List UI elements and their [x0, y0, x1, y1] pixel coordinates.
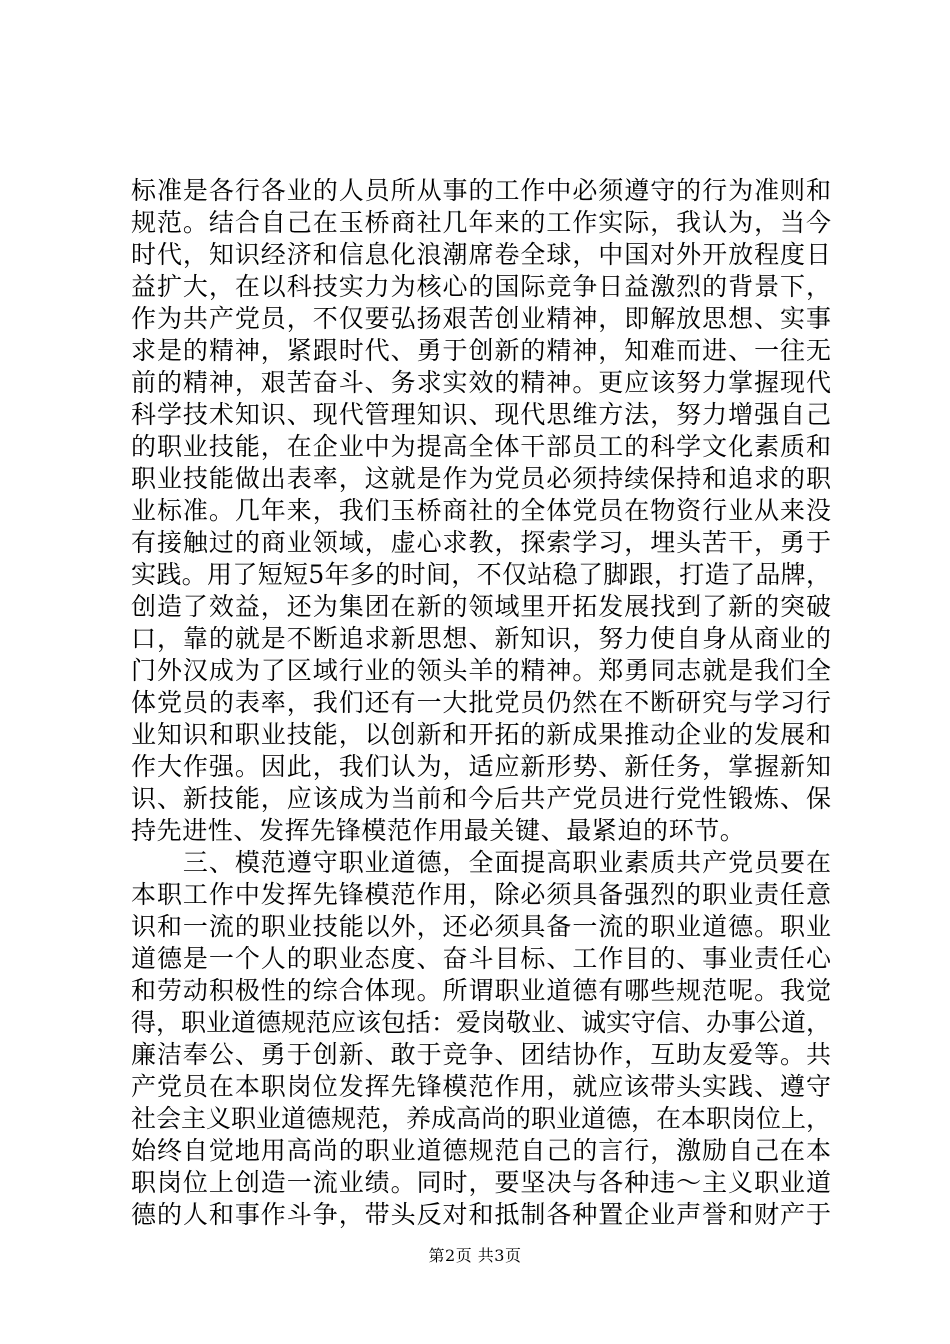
- text-line: 持先进性、发挥先锋模范作用最关键、最紧迫的环节。: [131, 816, 746, 845]
- text-line: 产党员在本职岗位发挥先锋模范作用，就应该带头实践、遵守: [131, 1072, 832, 1101]
- text-line: 时代，知识经济和信息化浪潮席卷全球，中国对外开放程度日: [131, 240, 832, 269]
- text-line: 标准是各行各业的人员所从事的工作中必须遵守的行为准则和: [131, 176, 832, 205]
- text-line: 创造了效益，还为集团在新的领域里开拓发展找到了新的突破: [131, 592, 832, 621]
- text-line: 社会主义职业道德规范，养成高尚的职业道德，在本职岗位上，: [131, 1104, 832, 1133]
- text-line: 职岗位上创造一流业绩。同时，要坚决与各种违～主义职业道: [131, 1168, 832, 1197]
- page-footer: 第2页 共3页: [428, 1246, 522, 1265]
- text-line: 职业技能做出表率，这就是作为党员必须持续保持和追求的职: [131, 464, 832, 493]
- text-line: 科学技术知识、现代管理知识、现代思维方法，努力增强自己: [131, 400, 832, 429]
- text-line: 德的人和事作斗争，带头反对和抵制各种置企业声誉和财产于: [131, 1200, 832, 1229]
- text-line: 作大作强。因此，我们认为，适应新形势、新任务，掌握新知: [131, 752, 832, 781]
- text-line: 口，靠的就是不断追求新思想、新知识，努力使自身从商业的: [131, 624, 832, 653]
- text-line: 业知识和职业技能，以创新和开拓的新成果推动企业的发展和: [131, 720, 832, 749]
- text-line: 实践。用了短短5年多的时间，不仅站稳了脚跟，打造了品牌，: [131, 560, 832, 589]
- text-line: 前的精神，艰苦奋斗、务求实效的精神。更应该努力掌握现代: [131, 368, 832, 397]
- text-line: 识和一流的职业技能以外，还必须具备一流的职业道德。职业: [131, 912, 832, 941]
- text-line: 三、模范遵守职业道德，全面提高职业素质共产党员要在: [131, 848, 832, 877]
- text-line: 识、新技能，应该成为当前和今后共产党员进行党性锻炼、保: [131, 784, 832, 813]
- text-line: 门外汉成为了区域行业的领头羊的精神。郑勇同志就是我们全: [131, 656, 832, 685]
- text-line: 体党员的表率，我们还有一大批党员仍然在不断研究与学习行: [131, 688, 832, 717]
- text-line: 规范。结合自己在玉桥商社几年来的工作实际，我认为，当今: [131, 208, 832, 237]
- text-line: 的职业技能，在企业中为提高全体干部员工的科学文化素质和: [131, 432, 832, 461]
- text-line: 益扩大，在以科技实力为核心的国际竞争日益激烈的背景下，: [131, 272, 832, 301]
- text-line: 廉洁奉公、勇于创新、敢于竞争、团结协作，互助友爱等。共: [131, 1040, 832, 1069]
- text-line: 得，职业道德规范应该包括：爱岗敬业、诚实守信、办事公道，: [131, 1008, 832, 1037]
- text-line: 有接触过的商业领域，虚心求教，探索学习，埋头苦干，勇于: [131, 528, 832, 557]
- text-line: 始终自觉地用高尚的职业道德规范自己的言行，激励自己在本: [131, 1136, 832, 1165]
- text-line: 作为共产党员，不仅要弘扬艰苦创业精神，即解放思想、实事: [131, 304, 832, 333]
- text-line: 和劳动积极性的综合体现。所谓职业道德有哪些规范呢。我觉: [131, 976, 832, 1005]
- body-text: [131, 175, 831, 1231]
- text-line: 业标准。几年来，我们玉桥商社的全体党员在物资行业从来没: [131, 496, 832, 525]
- text-line: 求是的精神，紧跟时代、勇于创新的精神，知难而进、一往无: [131, 336, 832, 365]
- text-line: 本职工作中发挥先锋模范作用，除必须具备强烈的职业责任意: [131, 880, 832, 909]
- text-line: 道德是一个人的职业态度、奋斗目标、工作目的、事业责任心: [131, 944, 832, 973]
